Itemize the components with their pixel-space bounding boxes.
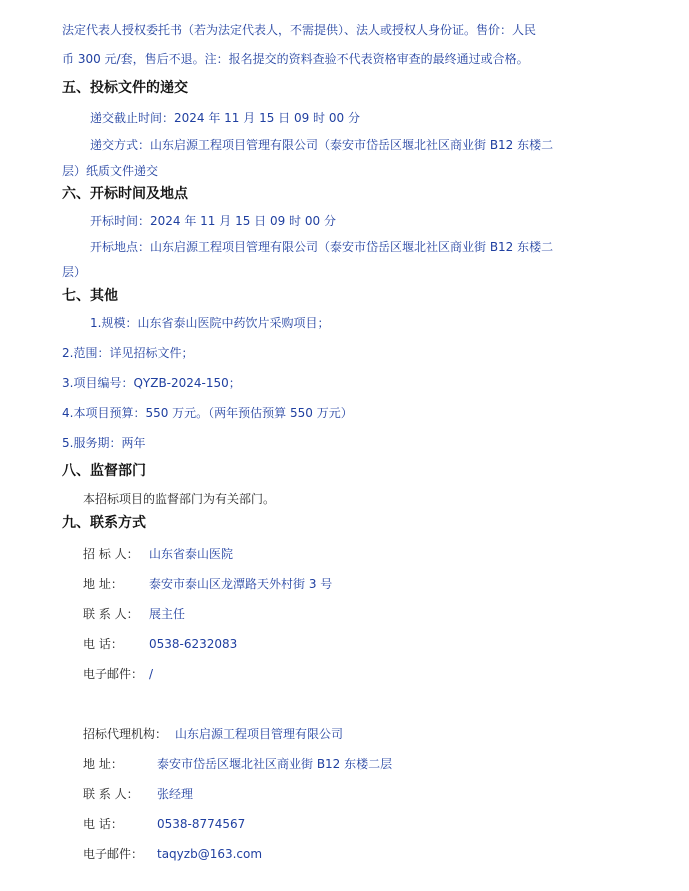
other-item-4: 4.本项目预算：550 万元。（两年预估预算 550 万元） — [62, 406, 353, 420]
tenderer-phone-label: 电 话： — [83, 637, 123, 651]
agent-email[interactable]: taqyzb@163.com — [157, 847, 263, 861]
agent-email-row — [83, 846, 262, 862]
agent-address-row — [83, 756, 392, 772]
tenderer-email-row — [83, 666, 153, 682]
section-5-title: 五、投标文件的递交 — [62, 80, 188, 96]
tenderer-name-row — [83, 546, 233, 562]
agent-name-label: 招标代理机构： — [83, 727, 168, 741]
tenderer-name-label: 招 标 人： — [83, 547, 139, 561]
agent-phone-label: 电 话： — [83, 817, 123, 831]
tenderer-phone: 0538-6232083 — [149, 637, 238, 651]
agent-phone: 0538-8774567 — [157, 817, 246, 831]
submission-method-line-2: 层）纸质文件递交 — [62, 164, 159, 178]
agent-name-row — [83, 726, 343, 742]
agent-email-label: 电子邮件： — [83, 847, 144, 861]
agent-address: 泰安市岱岳区堰北社区商业街 B12 东楼二层 — [157, 757, 393, 771]
tenderer-address-label: 地 址： — [83, 577, 123, 591]
section-9-title: 九、联系方式 — [62, 515, 146, 531]
section-8-title: 八、监督部门 — [62, 463, 146, 479]
agent-name: 山东启源工程项目管理有限公司 — [175, 727, 344, 741]
other-item-5: 5.服务期：两年 — [62, 436, 146, 450]
section-6-title: 六、开标时间及地点 — [62, 186, 188, 202]
agent-contact: 张经理 — [157, 787, 194, 801]
submission-deadline: 递交截止时间：2024 年 11 月 15 日 09 时 00 分 — [90, 111, 360, 125]
other-item-3: 3.项目编号：QYZB-2024-150； — [62, 376, 241, 390]
agent-contact-row — [83, 786, 193, 802]
tenderer-name: 山东省泰山医院 — [149, 547, 234, 561]
tenderer-contact-row — [83, 606, 185, 622]
section-7-title: 七、其他 — [62, 288, 118, 304]
tenderer-address: 泰安市泰山区龙潭路天外村街 3 号 — [149, 577, 333, 591]
intro-line-1: 法定代表人授权委托书（若为法定代表人，不需提供）、法人或授权人身份证。售价：人民 — [62, 23, 537, 37]
agent-address-label: 地 址： — [83, 757, 123, 771]
agent-contact-label: 联 系 人： — [83, 787, 139, 801]
intro-line-2: 币 300 元/套，售后不退。注：报名提交的资料查验不代表资格审查的最终通过或合格。 — [62, 52, 529, 66]
tenderer-address-row — [83, 576, 332, 592]
agent-phone-row — [83, 816, 245, 832]
tenderer-contact-label: 联 系 人： — [83, 607, 139, 621]
submission-method-line-1: 递交方式：山东启源工程项目管理有限公司（泰安市岱岳区堰北社区商业街 B12 东楼二 — [90, 138, 554, 152]
supervision-text: 本招标项目的监督部门为有关部门。 — [83, 492, 276, 506]
tenderer-contact: 展主任 — [149, 607, 186, 621]
tenderer-phone-row — [83, 636, 237, 652]
other-item-1: 1.规模：山东省泰山医院中药饮片采购项目； — [90, 316, 330, 330]
tenderer-email: / — [149, 667, 154, 681]
opening-place-line-1: 开标地点：山东启源工程项目管理有限公司（泰安市岱岳区堰北社区商业街 B12 东楼二 — [90, 240, 554, 254]
other-item-2: 2.范围：详见招标文件； — [62, 346, 194, 360]
opening-place-line-2: 层） — [62, 265, 87, 279]
opening-time: 开标时间：2024 年 11 月 15 日 09 时 00 分 — [90, 214, 336, 228]
tenderer-email-label: 电子邮件： — [83, 667, 144, 681]
